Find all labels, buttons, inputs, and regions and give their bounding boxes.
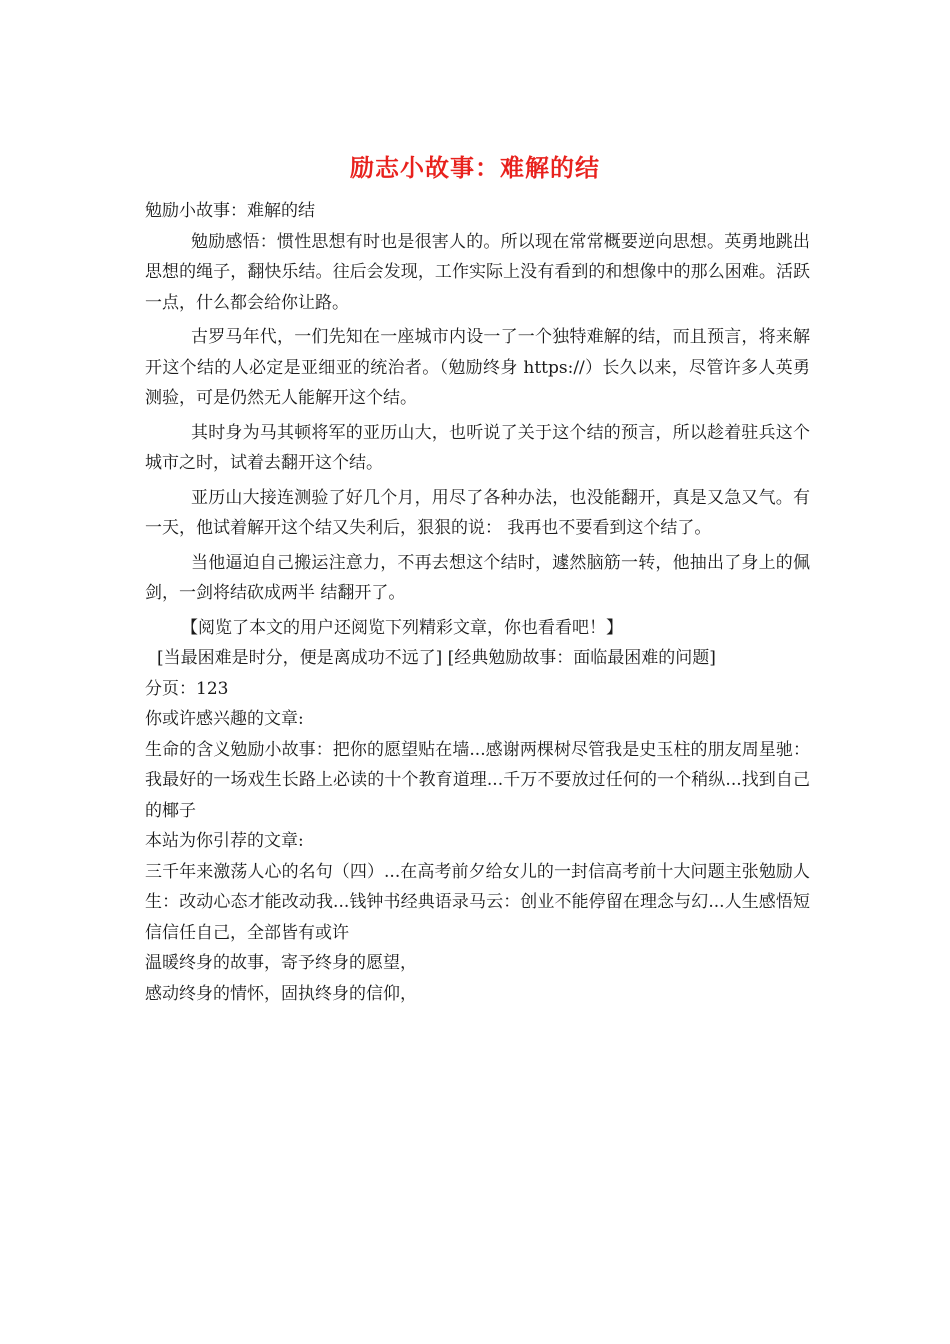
document-body [145,196,810,1009]
closing-line-1: 温暖终身的故事，寄予终身的愿望， [145,953,417,973]
read-more-notice: 【阅览了本文的用户还阅览下列精彩文章，你也看看吧！】 [181,617,623,638]
interest-list[interactable]: 生命的含义勉励小故事：把你的愿望贴在墙...感谢两棵树尽管我是史玉柱的朋友周星驰：我最好的一场戏生长路上必读的十个教育道理...千万不要放过任何的一个稍纵...找到自己的椰子 [145,739,810,821]
paragraph-alexander: 其时身为马其顿将军的亚历山大，也听说了关于这个结的预言，所以趁着驻兵这个城市之时，试着去翻开这个结。 [145,422,810,473]
paragraph-story-intro: 古罗马年代，一们先知在一座城市内设一了一个独特难解的结，而且预言，将来解开这个结的人必定是亚细亚的统治者。（勉励终身 https://）长久以来，尽管许多人英勇测验，可是仍然无人能解开这个结。 [145,327,810,408]
document-subtitle: 勉励小故事：难解的结 [145,201,315,221]
paragraph-solution: 当他逼迫自己搬运注意力，不再去想这个结时，遽然脑筋一转，他抽出了身上的佩剑，一剑将结砍成两半 结翻开了。 [145,552,810,603]
interest-heading: 你或许感兴趣的文章: [145,709,304,729]
closing-line-2: 感动终身的情怀，固执终身的信仰， [145,983,417,1004]
document-title: 励志小故事：难解的结 [350,153,600,182]
related-links[interactable]: [当最困难是时分，便是离成功不远了] [经典勉励故事：面临最困难的问题] [157,648,716,668]
paragraph-attempts: 亚历山大接连测验了好几个月，用尽了各种办法，也没能翻开，真是又急又气。有一天，他试着解开这个结又失利后，狠狠的说： 我再也不要看到这个结了。 [145,487,810,538]
paragraph-insight: 勉励感悟：惯性思想有时也是很害人的。所以现在常常概要逆向思想。英勇地跳出思想的绳子，翻快乐结。往后会发现，工作实际上没有看到的和想像中的那么困难。活跃一点，什么都会给你让路。 [145,231,810,313]
pagination[interactable]: 分页：123 [145,678,229,699]
recommend-heading: 本站为你引荐的文章: [145,831,304,851]
recommend-list[interactable]: 三千年来激荡人心的名句（四）...在高考前夕给女儿的一封信高考前十大问题主张勉励人生：改动心态才能改动我...钱钟书经典语录马云：创业不能停留在理念与幻...人生感悟短信信任自己，全部皆有或许 [145,861,810,943]
